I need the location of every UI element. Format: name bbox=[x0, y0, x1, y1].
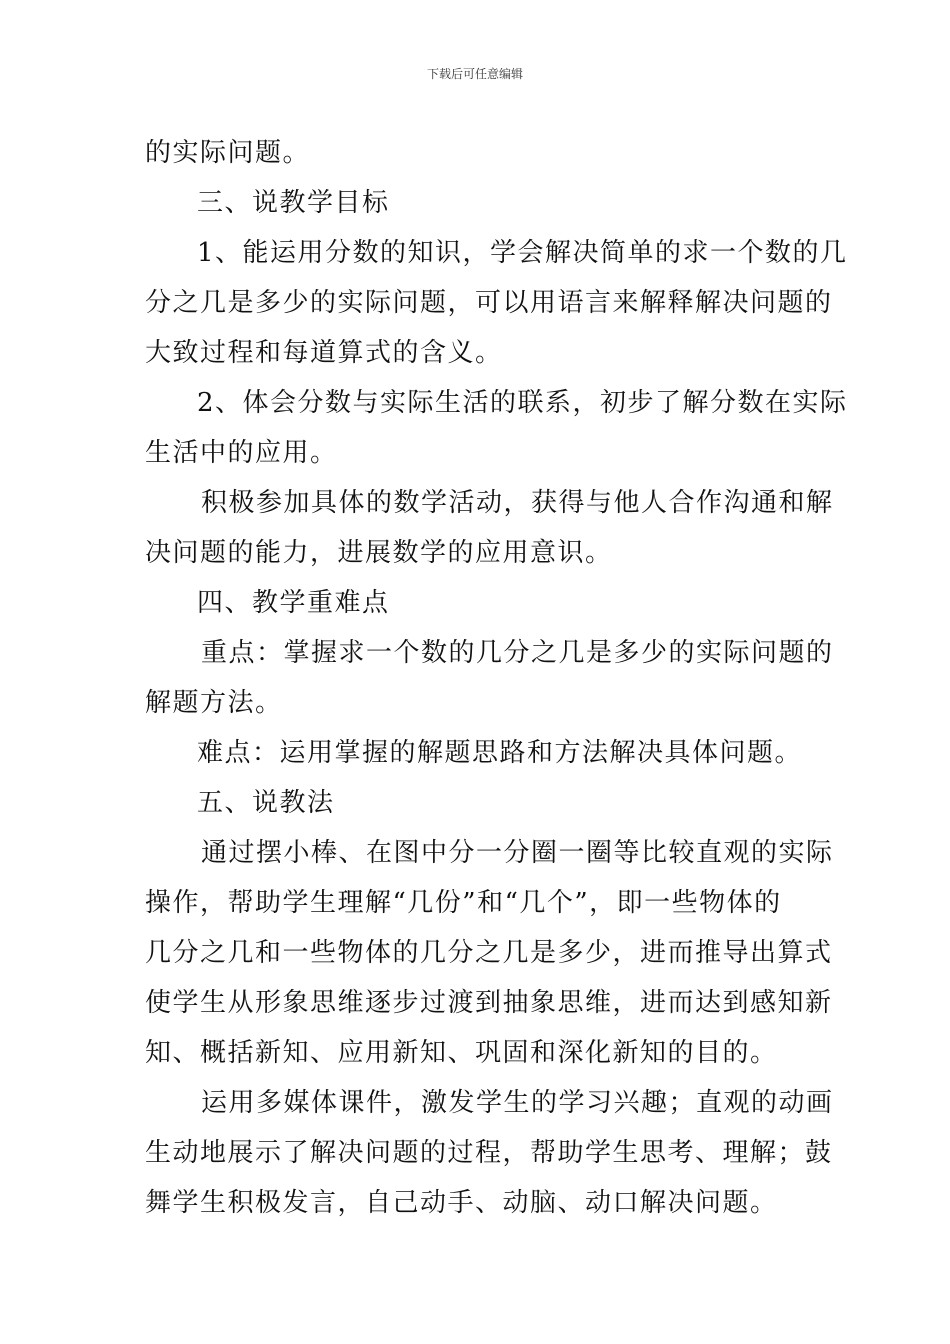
section-heading: 五、说教法 bbox=[197, 788, 335, 818]
text-line: 使学生从形象思维逐步过渡到抽象思维，进而达到感知新 bbox=[145, 988, 833, 1018]
text-line: 1、能运用分数的知识，学会解决简单的求一个数的几 bbox=[197, 238, 848, 268]
text-line: 决问题的能力，进展数学的应用意识。 bbox=[145, 538, 613, 568]
text-line: 2、体会分数与实际生活的联系，初步了解分数在实际 bbox=[197, 388, 848, 418]
text-line: 大致过程和每道算式的含义。 bbox=[145, 338, 503, 368]
text-line: 生活中的应用。 bbox=[145, 438, 338, 468]
text-line: 重点：掌握求一个数的几分之几是多少的实际问题的 bbox=[201, 638, 834, 668]
text-line: 解题方法。 bbox=[145, 688, 283, 718]
document-body bbox=[145, 128, 848, 1228]
text-line: 分之几是多少的实际问题，可以用语言来解释解决问题的 bbox=[145, 288, 833, 318]
page-header: 下载后可任意编辑 bbox=[426, 67, 523, 81]
text-line: 舞学生积极发言，自己动手、动脑、动口解决问题。 bbox=[145, 1188, 778, 1218]
text-line: 生动地展示了解决问题的过程，帮助学生思考、理解；鼓 bbox=[145, 1138, 833, 1168]
section-heading: 三、说教学目标 bbox=[197, 188, 390, 218]
section-heading: 四、教学重难点 bbox=[197, 588, 390, 618]
text-line: 操作，帮助学生理解“几份”和“几个”，即一些物体的 bbox=[145, 888, 782, 918]
text-line: 的实际问题。 bbox=[145, 138, 311, 168]
text-line: 通过摆小棒、在图中分一分圈一圈等比较直观的实际 bbox=[201, 838, 834, 868]
text-line: 积极参加具体的数学活动，获得与他人合作沟通和解 bbox=[201, 488, 834, 518]
text-line: 知、概括新知、应用新知、巩固和深化新知的目的。 bbox=[145, 1038, 778, 1068]
text-line: 运用多媒体课件，激发学生的学习兴趣；直观的动画 bbox=[201, 1088, 834, 1118]
text-line: 几分之几和一些物体的几分之几是多少，进而推导出算式 bbox=[145, 938, 833, 968]
text-line: 难点：运用掌握的解题思路和方法解决具体问题。 bbox=[197, 738, 803, 768]
